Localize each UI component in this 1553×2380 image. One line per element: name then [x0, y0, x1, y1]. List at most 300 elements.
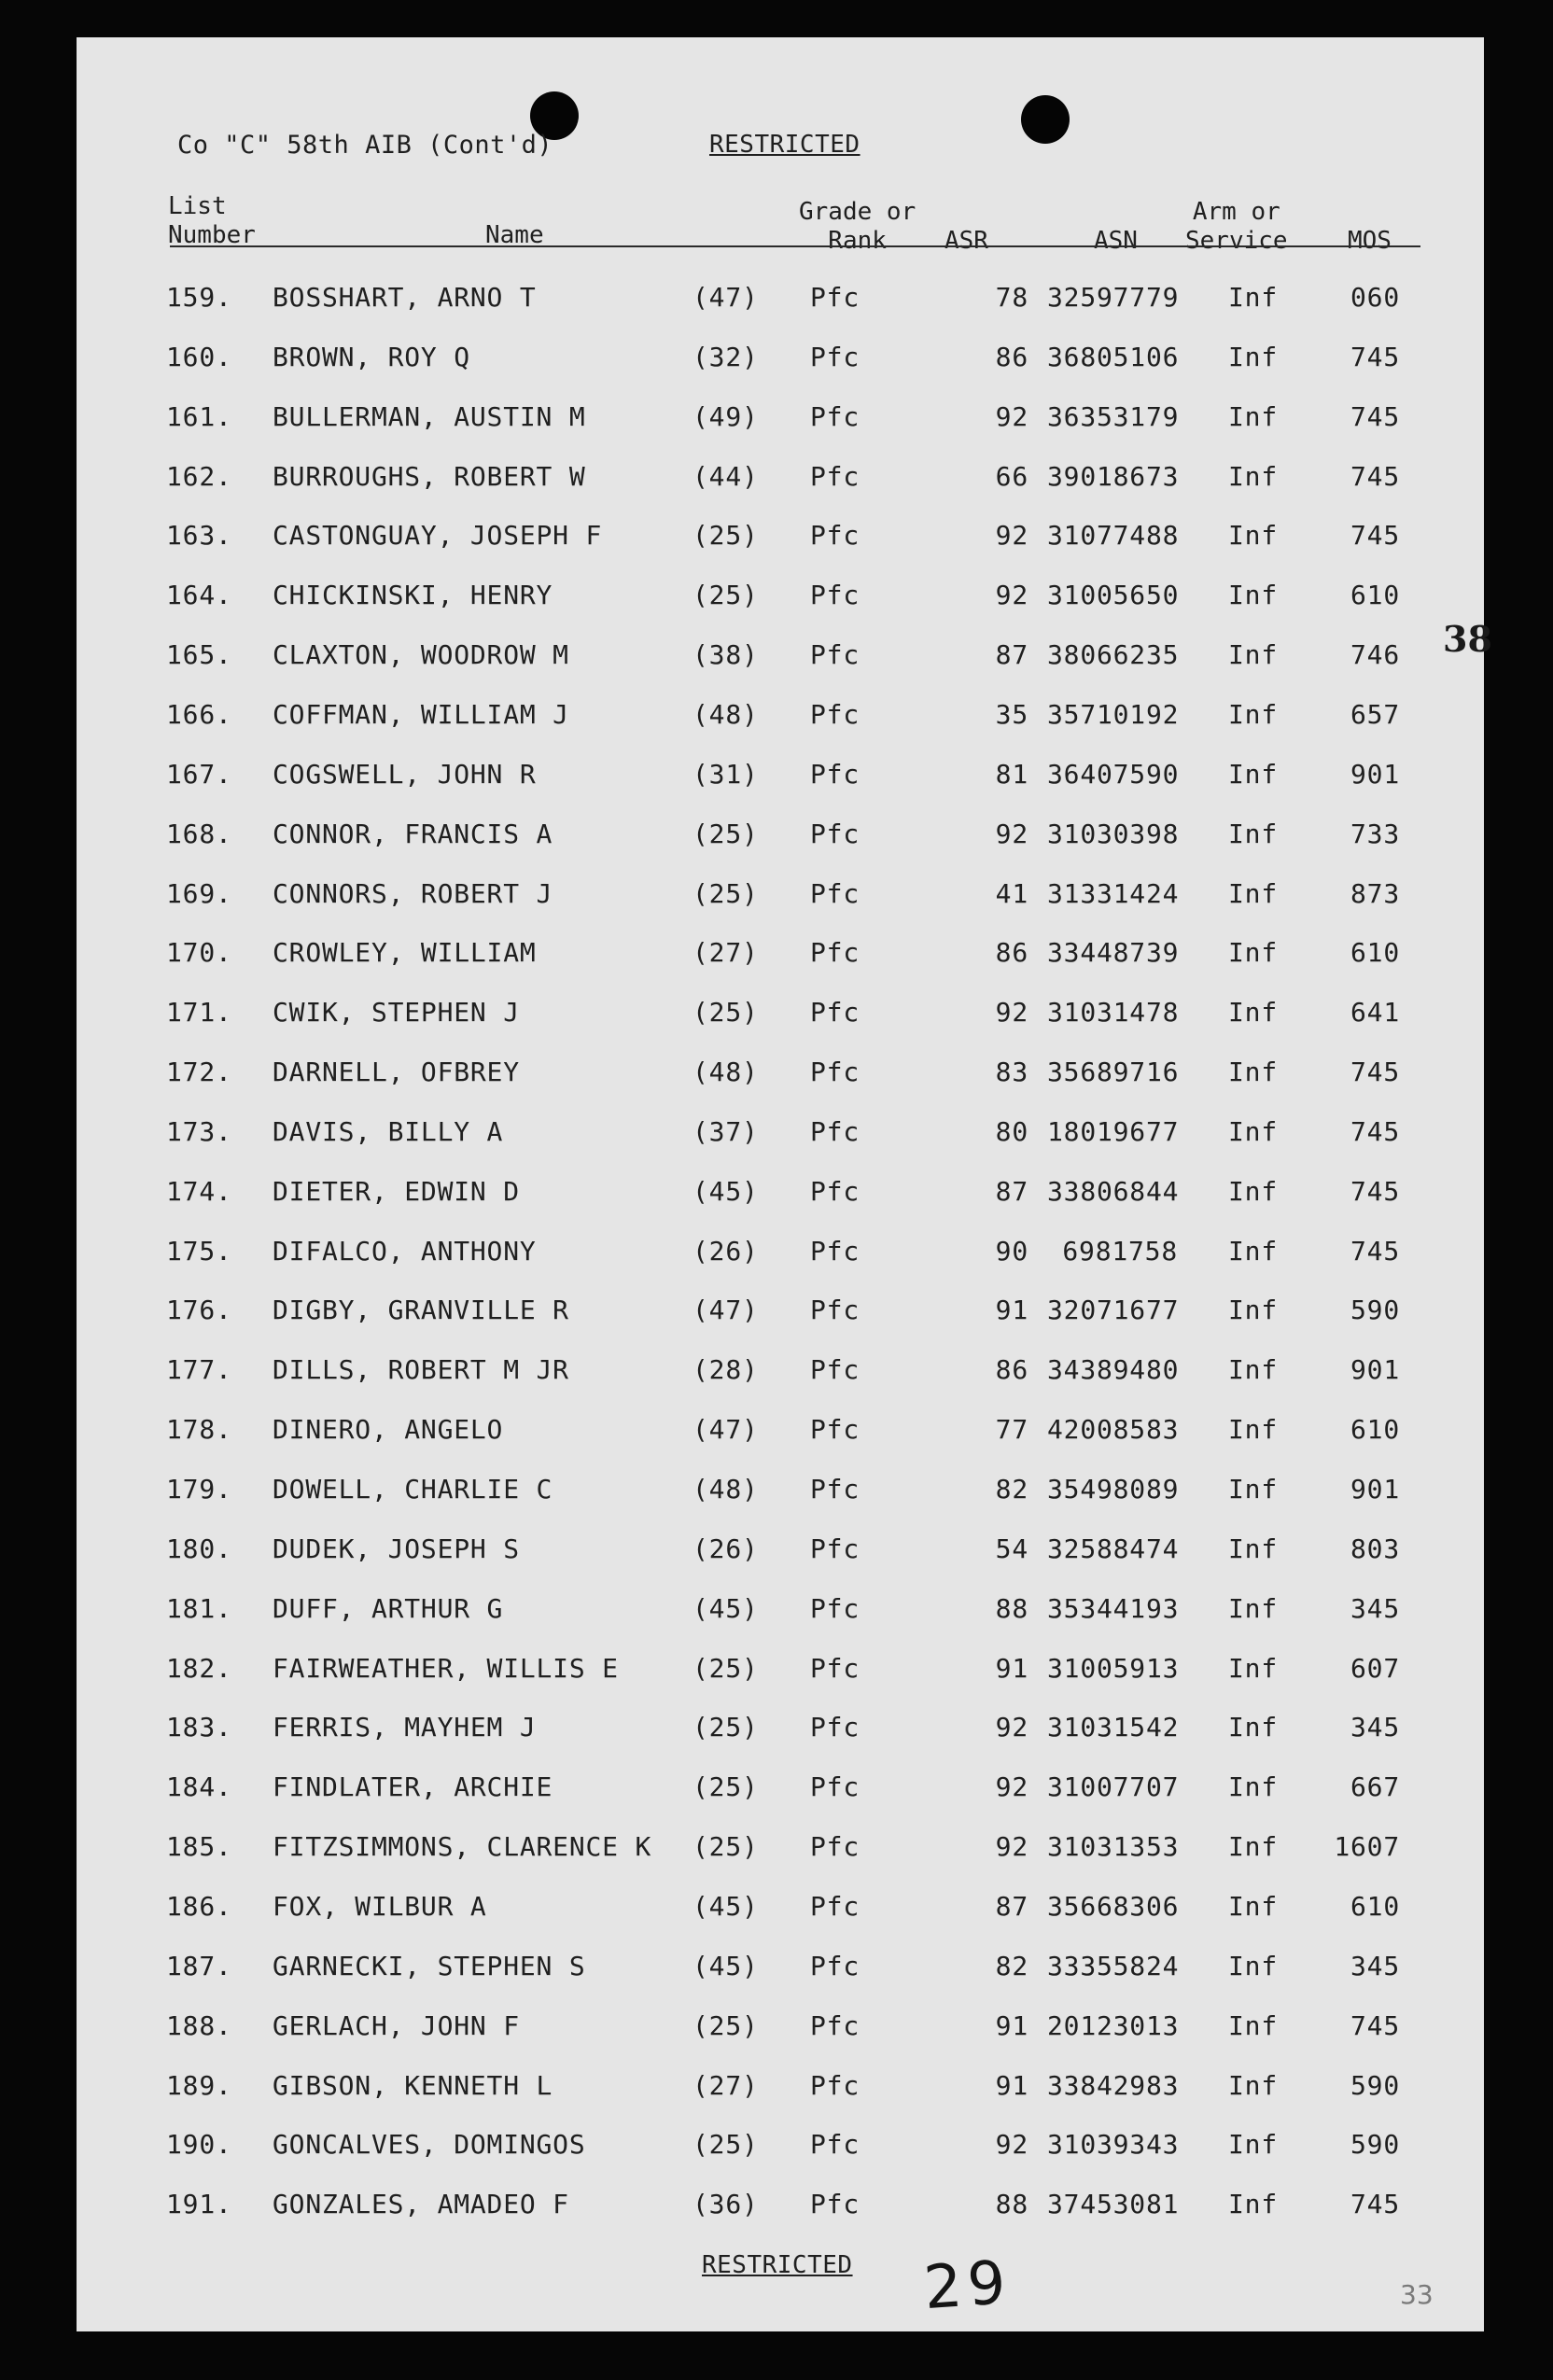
age-code: (37) [693, 1116, 759, 1147]
mos-code: 590 [1350, 2070, 1400, 2101]
age-code: (48) [693, 1474, 759, 1505]
table-row [77, 639, 1484, 677]
arm-service: Inf [1228, 1653, 1278, 1684]
asr-score: 91 [995, 2070, 1028, 2101]
grade-rank: Pfc [810, 878, 860, 909]
asr-score: 87 [995, 1891, 1028, 1922]
col-header-list-number: List Number [168, 192, 256, 249]
service-number: 31031353 [1047, 1831, 1180, 1862]
service-number: 6981758 [1062, 1236, 1178, 1267]
service-number: 35344193 [1047, 1593, 1180, 1624]
soldier-name: DIGBY, GRANVILLE R [273, 1295, 569, 1325]
soldier-name: CLAXTON, WOODROW M [273, 639, 569, 670]
list-number: 161. [166, 401, 232, 432]
mos-code: 745 [1350, 342, 1400, 372]
header-rule [170, 245, 1420, 247]
grade-rank: Pfc [810, 1593, 860, 1624]
age-code: (25) [693, 2129, 759, 2160]
soldier-name: FOX, WILBUR A [273, 1891, 487, 1922]
mos-code: 590 [1350, 2129, 1400, 2160]
asr-score: 87 [995, 639, 1028, 670]
table-row [77, 401, 1484, 439]
service-number: 35668306 [1047, 1891, 1180, 1922]
arm-service: Inf [1228, 520, 1278, 551]
arm-service: Inf [1228, 1593, 1278, 1624]
age-code: (45) [693, 1891, 759, 1922]
list-number: 165. [166, 639, 232, 670]
arm-service: Inf [1228, 2129, 1278, 2160]
asr-score: 88 [995, 2189, 1028, 2219]
asr-score: 86 [995, 342, 1028, 372]
soldier-name: FINDLATER, ARCHIE [273, 1771, 553, 1802]
arm-service: Inf [1228, 878, 1278, 909]
arm-service: Inf [1228, 1236, 1278, 1267]
grade-rank: Pfc [810, 1951, 860, 1981]
soldier-name: GIBSON, KENNETH L [273, 2070, 553, 2101]
arm-service: Inf [1228, 1951, 1278, 1981]
service-number: 20123013 [1047, 2010, 1180, 2041]
asr-score: 92 [995, 580, 1028, 610]
mos-code: 745 [1350, 401, 1400, 432]
list-number: 164. [166, 580, 232, 610]
service-number: 31331424 [1047, 878, 1180, 909]
table-row [77, 2189, 1484, 2226]
mos-code: 607 [1350, 1653, 1400, 1684]
list-number: 185. [166, 1831, 232, 1862]
table-row [77, 1831, 1484, 1869]
soldier-name: GERLACH, JOHN F [273, 2010, 520, 2041]
table-row [77, 1414, 1484, 1451]
soldier-name: CHICKINSKI, HENRY [273, 580, 553, 610]
arm-service: Inf [1228, 461, 1278, 492]
arm-service: Inf [1228, 1354, 1278, 1385]
arm-service: Inf [1228, 1474, 1278, 1505]
grade-rank: Pfc [810, 1295, 860, 1325]
soldier-name: DILLS, ROBERT M JR [273, 1354, 569, 1385]
list-number: 173. [166, 1116, 232, 1147]
service-number: 31031542 [1047, 1712, 1180, 1743]
mos-code: 657 [1350, 699, 1400, 730]
list-number: 177. [166, 1354, 232, 1385]
service-number: 18019677 [1047, 1116, 1180, 1147]
grade-rank: Pfc [810, 1414, 860, 1445]
grade-rank: Pfc [810, 937, 860, 968]
table-row [77, 1593, 1484, 1631]
grade-rank: Pfc [810, 1891, 860, 1922]
table-row [77, 1236, 1484, 1273]
asr-score: 91 [995, 2010, 1028, 2041]
soldier-name: DARNELL, OFBREY [273, 1057, 520, 1087]
age-code: (25) [693, 878, 759, 909]
age-code: (48) [693, 699, 759, 730]
corner-mark: 33 [1400, 2279, 1434, 2310]
service-number: 35498089 [1047, 1474, 1180, 1505]
list-number: 187. [166, 1951, 232, 1981]
list-number: 189. [166, 2070, 232, 2101]
classification-top: RESTRICTED [709, 131, 860, 159]
table-row [77, 937, 1484, 974]
grade-rank: Pfc [810, 282, 860, 313]
list-number: 172. [166, 1057, 232, 1087]
mos-code: 345 [1350, 1951, 1400, 1981]
list-number: 169. [166, 878, 232, 909]
table-row [77, 1176, 1484, 1213]
arm-service: Inf [1228, 2070, 1278, 2101]
age-code: (25) [693, 2010, 759, 2041]
list-number: 160. [166, 342, 232, 372]
grade-rank: Pfc [810, 1176, 860, 1207]
mos-code: 745 [1350, 1116, 1400, 1147]
mos-code: 803 [1350, 1533, 1400, 1564]
table-row [77, 1354, 1484, 1392]
mos-code: 873 [1350, 878, 1400, 909]
service-number: 34389480 [1047, 1354, 1180, 1385]
soldier-name: CROWLEY, WILLIAM [273, 937, 537, 968]
table-row [77, 2129, 1484, 2166]
table-row [77, 342, 1484, 379]
mos-code: 060 [1350, 282, 1400, 313]
grade-rank: Pfc [810, 1354, 860, 1385]
list-number: 188. [166, 2010, 232, 2041]
table-row [77, 1533, 1484, 1571]
list-number: 175. [166, 1236, 232, 1267]
list-number: 167. [166, 759, 232, 790]
arm-service: Inf [1228, 1295, 1278, 1325]
asr-score: 78 [995, 282, 1028, 313]
list-number: 191. [166, 2189, 232, 2219]
service-number: 35710192 [1047, 699, 1180, 730]
arm-service: Inf [1228, 1057, 1278, 1087]
grade-rank: Pfc [810, 2010, 860, 2041]
arm-service: Inf [1228, 819, 1278, 849]
arm-service: Inf [1228, 1891, 1278, 1922]
soldier-name: GONZALES, AMADEO F [273, 2189, 569, 2219]
grade-rank: Pfc [810, 401, 860, 432]
soldier-name: FAIRWEATHER, WILLIS E [273, 1653, 619, 1684]
soldier-name: COFFMAN, WILLIAM J [273, 699, 569, 730]
age-code: (27) [693, 2070, 759, 2101]
arm-service: Inf [1228, 1414, 1278, 1445]
unit-heading: Co "C" 58th AIB (Cont'd) [177, 131, 553, 160]
soldier-name: GONCALVES, DOMINGOS [273, 2129, 586, 2160]
table-row [77, 1891, 1484, 1928]
asr-score: 92 [995, 1712, 1028, 1743]
asr-score: 92 [995, 2129, 1028, 2160]
table-row [77, 580, 1484, 617]
grade-rank: Pfc [810, 520, 860, 551]
arm-service: Inf [1228, 282, 1278, 313]
col-header-asr: ASR [944, 227, 988, 255]
list-number: 190. [166, 2129, 232, 2160]
table-row [77, 1057, 1484, 1094]
grade-rank: Pfc [810, 1057, 860, 1087]
service-number: 32597779 [1047, 282, 1180, 313]
mos-code: 745 [1350, 1236, 1400, 1267]
grade-rank: Pfc [810, 1831, 860, 1862]
age-code: (36) [693, 2189, 759, 2219]
grade-rank: Pfc [810, 819, 860, 849]
grade-rank: Pfc [810, 639, 860, 670]
service-number: 35689716 [1047, 1057, 1180, 1087]
classification-bottom: RESTRICTED [702, 2251, 853, 2279]
arm-service: Inf [1228, 1116, 1278, 1147]
asr-score: 92 [995, 819, 1028, 849]
mos-code: 745 [1350, 461, 1400, 492]
soldier-name: BULLERMAN, AUSTIN M [273, 401, 586, 432]
col-header-grade: Grade or Rank [799, 198, 916, 255]
asr-score: 92 [995, 401, 1028, 432]
list-number: 186. [166, 1891, 232, 1922]
table-row [77, 1771, 1484, 1809]
mos-code: 610 [1350, 937, 1400, 968]
service-number: 36407590 [1047, 759, 1180, 790]
soldier-name: DUDEK, JOSEPH S [273, 1533, 520, 1564]
list-number: 183. [166, 1712, 232, 1743]
mos-code: 901 [1350, 1354, 1400, 1385]
grade-rank: Pfc [810, 1653, 860, 1684]
age-code: (44) [693, 461, 759, 492]
arm-service: Inf [1228, 401, 1278, 432]
age-code: (45) [693, 1593, 759, 1624]
age-code: (25) [693, 1831, 759, 1862]
age-code: (32) [693, 342, 759, 372]
grade-rank: Pfc [810, 2129, 860, 2160]
page-number-stamp: 38 [1443, 618, 1492, 660]
grade-rank: Pfc [810, 699, 860, 730]
asr-score: 90 [995, 1236, 1028, 1267]
list-number: 159. [166, 282, 232, 313]
asr-score: 92 [995, 997, 1028, 1028]
service-number: 33448739 [1047, 937, 1180, 968]
soldier-name: BURROUGHS, ROBERT W [273, 461, 586, 492]
soldier-name: DOWELL, CHARLIE C [273, 1474, 553, 1505]
list-number: 184. [166, 1771, 232, 1802]
list-number: 179. [166, 1474, 232, 1505]
asr-score: 92 [995, 520, 1028, 551]
arm-service: Inf [1228, 639, 1278, 670]
arm-service: Inf [1228, 997, 1278, 1028]
mos-code: 641 [1350, 997, 1400, 1028]
asr-score: 86 [995, 1354, 1028, 1385]
service-number: 31077488 [1047, 520, 1180, 551]
mos-code: 745 [1350, 2189, 1400, 2219]
age-code: (26) [693, 1533, 759, 1564]
table-row [77, 2010, 1484, 2048]
service-number: 33806844 [1047, 1176, 1180, 1207]
table-row [77, 997, 1484, 1034]
service-number: 33355824 [1047, 1951, 1180, 1981]
age-code: (25) [693, 1771, 759, 1802]
service-number: 31005650 [1047, 580, 1180, 610]
arm-service: Inf [1228, 580, 1278, 610]
asr-score: 92 [995, 1771, 1028, 1802]
soldier-name: BOSSHART, ARNO T [273, 282, 537, 313]
table-row [77, 1116, 1484, 1154]
table-row [77, 1712, 1484, 1749]
list-number: 162. [166, 461, 232, 492]
grade-rank: Pfc [810, 2189, 860, 2219]
grade-rank: Pfc [810, 342, 860, 372]
service-number: 36353179 [1047, 401, 1180, 432]
grade-rank: Pfc [810, 1533, 860, 1564]
asr-score: 86 [995, 937, 1028, 968]
arm-service: Inf [1228, 2010, 1278, 2041]
mos-code: 745 [1350, 1176, 1400, 1207]
service-number: 31007707 [1047, 1771, 1180, 1802]
grade-rank: Pfc [810, 2070, 860, 2101]
asr-score: 81 [995, 759, 1028, 790]
mos-code: 345 [1350, 1712, 1400, 1743]
service-number: 32071677 [1047, 1295, 1180, 1325]
age-code: (49) [693, 401, 759, 432]
asr-score: 41 [995, 878, 1028, 909]
col-header-mos: MOS [1348, 227, 1392, 255]
age-code: (47) [693, 1295, 759, 1325]
mos-code: 667 [1350, 1771, 1400, 1802]
service-number: 31031478 [1047, 997, 1180, 1028]
asr-score: 91 [995, 1653, 1028, 1684]
mos-code: 733 [1350, 819, 1400, 849]
age-code: (25) [693, 520, 759, 551]
col-header-asn: ASN [1094, 227, 1138, 255]
list-number: 178. [166, 1414, 232, 1445]
table-row [77, 1951, 1484, 1988]
list-number: 181. [166, 1593, 232, 1624]
age-code: (38) [693, 639, 759, 670]
age-code: (47) [693, 282, 759, 313]
service-number: 42008583 [1047, 1414, 1180, 1445]
age-code: (25) [693, 819, 759, 849]
asr-score: 80 [995, 1116, 1028, 1147]
mos-code: 590 [1350, 1295, 1400, 1325]
asr-score: 87 [995, 1176, 1028, 1207]
mos-code: 610 [1350, 1891, 1400, 1922]
soldier-name: DINERO, ANGELO [273, 1414, 504, 1445]
mos-code: 345 [1350, 1593, 1400, 1624]
asr-score: 77 [995, 1414, 1028, 1445]
arm-service: Inf [1228, 1831, 1278, 1862]
list-number: 180. [166, 1533, 232, 1564]
age-code: (25) [693, 997, 759, 1028]
arm-service: Inf [1228, 1771, 1278, 1802]
arm-service: Inf [1228, 342, 1278, 372]
grade-rank: Pfc [810, 997, 860, 1028]
table-row [77, 520, 1484, 557]
asr-score: 66 [995, 461, 1028, 492]
list-number: 174. [166, 1176, 232, 1207]
soldier-name: GARNECKI, STEPHEN S [273, 1951, 586, 1981]
table-row [77, 1474, 1484, 1511]
handwritten-page-number: 29 [921, 2247, 1014, 2324]
grade-rank: Pfc [810, 1474, 860, 1505]
asr-score: 91 [995, 1295, 1028, 1325]
service-number: 37453081 [1047, 2189, 1180, 2219]
arm-service: Inf [1228, 937, 1278, 968]
asr-score: 83 [995, 1057, 1028, 1087]
table-row [77, 699, 1484, 736]
age-code: (47) [693, 1414, 759, 1445]
grade-rank: Pfc [810, 1116, 860, 1147]
age-code: (26) [693, 1236, 759, 1267]
arm-service: Inf [1228, 1712, 1278, 1743]
age-code: (25) [693, 1653, 759, 1684]
age-code: (28) [693, 1354, 759, 1385]
mos-code: 745 [1350, 520, 1400, 551]
soldier-name: FERRIS, MAYHEM J [273, 1712, 537, 1743]
age-code: (48) [693, 1057, 759, 1087]
service-number: 38066235 [1047, 639, 1180, 670]
age-code: (25) [693, 1712, 759, 1743]
soldier-name: FITZSIMMONS, CLARENCE K [273, 1831, 652, 1862]
col-header-arm: Arm or Service [1185, 198, 1288, 255]
asr-score: 35 [995, 699, 1028, 730]
soldier-name: DIETER, EDWIN D [273, 1176, 520, 1207]
age-code: (25) [693, 580, 759, 610]
mos-code: 901 [1350, 759, 1400, 790]
table-row [77, 878, 1484, 916]
table-row [77, 1653, 1484, 1690]
service-number: 36805106 [1047, 342, 1180, 372]
table-row [77, 1295, 1484, 1332]
list-number: 166. [166, 699, 232, 730]
soldier-name: DAVIS, BILLY A [273, 1116, 504, 1147]
asr-score: 92 [995, 1831, 1028, 1862]
soldier-name: CONNOR, FRANCIS A [273, 819, 553, 849]
soldier-name: BROWN, ROY Q [273, 342, 470, 372]
arm-service: Inf [1228, 1533, 1278, 1564]
age-code: (45) [693, 1951, 759, 1981]
mos-code: 610 [1350, 1414, 1400, 1445]
service-number: 32588474 [1047, 1533, 1180, 1564]
grade-rank: Pfc [810, 580, 860, 610]
col-header-name: Name [485, 221, 544, 249]
grade-rank: Pfc [810, 461, 860, 492]
list-number: 170. [166, 937, 232, 968]
soldier-name: CONNORS, ROBERT J [273, 878, 553, 909]
mos-code: 745 [1350, 2010, 1400, 2041]
table-row [77, 759, 1484, 796]
grade-rank: Pfc [810, 1771, 860, 1802]
service-number: 39018673 [1047, 461, 1180, 492]
asr-score: 54 [995, 1533, 1028, 1564]
service-number: 33842983 [1047, 2070, 1180, 2101]
table-row [77, 461, 1484, 498]
grade-rank: Pfc [810, 1712, 860, 1743]
list-number: 171. [166, 997, 232, 1028]
mos-code: 610 [1350, 580, 1400, 610]
age-code: (45) [693, 1176, 759, 1207]
mos-code: 746 [1350, 639, 1400, 670]
asr-score: 82 [995, 1474, 1028, 1505]
mos-code: 745 [1350, 1057, 1400, 1087]
service-number: 31030398 [1047, 819, 1180, 849]
list-number: 176. [166, 1295, 232, 1325]
soldier-name: DIFALCO, ANTHONY [273, 1236, 537, 1267]
table-row [77, 819, 1484, 856]
mos-code: 901 [1350, 1474, 1400, 1505]
age-code: (27) [693, 937, 759, 968]
list-number: 163. [166, 520, 232, 551]
grade-rank: Pfc [810, 1236, 860, 1267]
arm-service: Inf [1228, 699, 1278, 730]
soldier-name: COGSWELL, JOHN R [273, 759, 537, 790]
asr-score: 88 [995, 1593, 1028, 1624]
arm-service: Inf [1228, 759, 1278, 790]
grade-rank: Pfc [810, 759, 860, 790]
service-number: 31039343 [1047, 2129, 1180, 2160]
document-page [77, 37, 1492, 2331]
mos-code: 1607 [1334, 1831, 1400, 1862]
